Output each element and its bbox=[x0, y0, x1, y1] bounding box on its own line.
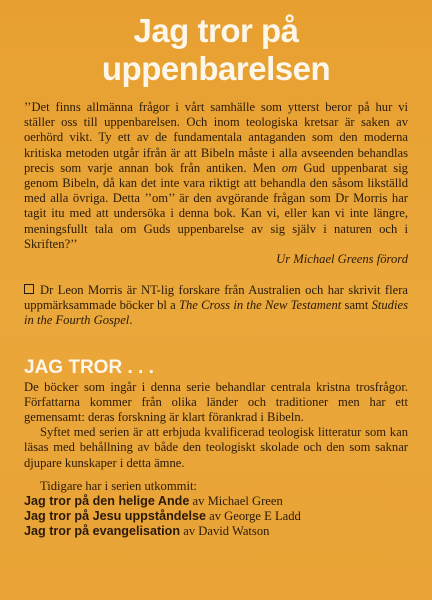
book-title-line-1: Jag tror på bbox=[133, 12, 299, 49]
list-item bbox=[24, 509, 408, 524]
foreword-quote bbox=[24, 100, 408, 252]
bio-book-1: The Cross in the New Testament bbox=[179, 298, 342, 313]
book-list-title: Jag tror på den helige Ande bbox=[24, 494, 190, 509]
quote-part-1: ’’Det finns allmänna frågor i vårt samhälle som ytterst beror på hur vi ställer oss till uppenbarelsen. Och inom teologiska kretsar är saken av oerhörd vikt. Ty ett av de fundamentala antaganden som den moderna kritiska metoden utgår ifrån är att Bibeln måste i alla avseenden behandlas precis som varje annan bok från antiken. Men bbox=[24, 100, 408, 175]
bio-part-1: Dr Leon Morris är NT-lig forskare från Australien och har skrivit flera uppmärksammade böcker bl a bbox=[24, 283, 408, 313]
book-title bbox=[24, 12, 408, 88]
quote-attribution: Ur Michael Greens förord bbox=[276, 252, 408, 267]
list-item bbox=[24, 494, 408, 509]
series-paragraph-2: Syftet med serien är att erbjuda kvalificerad teologisk litteratur som kan läsas med behållning av både den teologiskt skolade och den som saknar djupare kunskaper i detta ämne. bbox=[24, 425, 408, 470]
book-list-title: Jag tror på Jesu uppståndelse bbox=[24, 509, 206, 524]
bio-part-3: . bbox=[129, 313, 133, 328]
book-list-author: av Michael Green bbox=[189, 494, 283, 509]
book-list-title: Jag tror på evangelisation bbox=[24, 524, 181, 539]
author-bio bbox=[24, 283, 408, 329]
bio-part-2: samt bbox=[341, 298, 372, 313]
quote-part-2: Gud uppenbarat sig genom Bibeln, då kan det inte vara riktigt att behandla den såsom likställd med alla övriga. Detta ’’om’’ är den avgörande frågan som Dr Morris har tagit itu med att undersöka i denna bok. Kan vi, eller kan vi inte längre, meningsfullt tala om Guds uppenbarelse av sig själv i naturen och i Skriften?’’ bbox=[24, 160, 408, 251]
earlier-titles-label: Tidigare har i serien utkommit: bbox=[40, 478, 197, 493]
book-title-line-2: uppenbarelsen bbox=[101, 50, 331, 87]
quote-emphasis: om bbox=[281, 160, 298, 175]
series-paragraph-1: De böcker som ingår i denna serie behandlar centrala kristna trosfrågor. Författarna kommer från olika länder och traditioner men har ett gemensamt: deras forskning är klart förankrad i Bibeln. bbox=[24, 379, 408, 425]
book-list-author: av David Watson bbox=[180, 524, 270, 539]
book-list-author: av George E Ladd bbox=[205, 509, 301, 524]
checkbox-bullet-icon bbox=[24, 284, 34, 294]
bio-book-2: Studies in the Fourth Gospel bbox=[24, 298, 408, 328]
list-item bbox=[24, 524, 408, 539]
series-heading: JAG TROR . . . bbox=[24, 356, 154, 378]
earlier-titles-list bbox=[24, 494, 408, 540]
